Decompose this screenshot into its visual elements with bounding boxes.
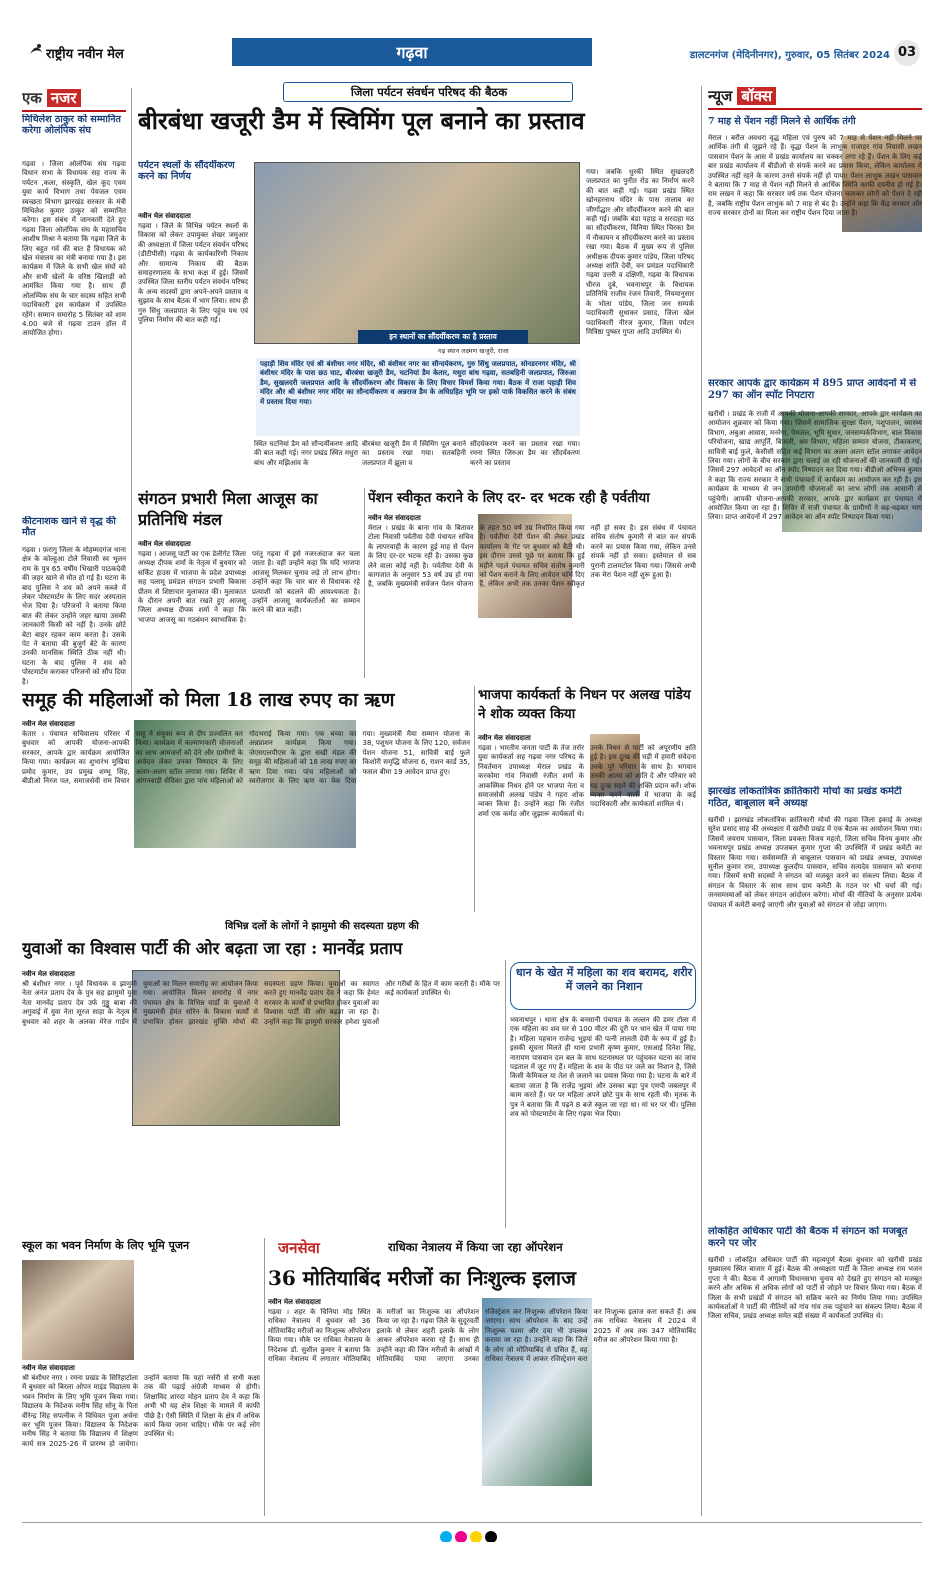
divider bbox=[708, 108, 922, 110]
divider bbox=[364, 488, 365, 678]
b2-body: खरौंधी । प्रखंड के राजी में आपकी योजना-आपकी सरकार, आपके द्वार कार्यक्रम का आयोजन शुक्रवार को किया गया। जिसमें सामाजिक सुरक्षा पेंशन, पशुपालन, स्वास्थ्य विभाग, अबुआ आवास, मनरेगा, पेयजल, भूमि सुधार, जनसम्पर्कविभाग, बाल विकास परियोजना, खाद्य आपूर्ति, बिजली, श्रम विभाग, महिला सम्मान योजना, टीकाकरण, सावित्री बाई फुले, केसीसी सहित कई विभाग का अलग अलग स्टॉल लगाकर आवेदन लिया गया। लोगों के बीच सरकार द्वारा चलाई जा रही योजनाओं की जानकारी दी गई। जिसमें 297 आवेदनों का ऑन स्पॉट निष्पादन कर दिया गया। बीडीओ अभिनव कुमार ने कहा कि राज्य सरकार ने सभी पंचायतों में कार्यक्रम का आयोजन कर रही है। इस कार्यक्रम के माध्यम से जन उपयोगी योजनाओं का लाभ लोगों तक आसानी से पहुंचेगी। आपकी योजना-आपकी सरकार, आपके द्वार कार्यक्रम हर पंचायत में आयोजित किया जा रहा है। शिविर में राजी पंचायत के ग्रामीणों ने बढ़-चढ़कर भाग लिया। प्राप्त आवेदनों में 297 आवेदन का ऑन स्पॉट निष्पादन किया गया। bbox=[708, 410, 922, 522]
pension-headline: पेंशन स्वीकृत कराने के लिए दर- दर भटक रही है पर्वतीया bbox=[368, 490, 650, 506]
lead-body-1: गढ़वा । जिले के विभिन्न पर्यटन स्थलों के विकास को लेकर उपायुक्त शेखर जमुआर की अध्यक्षता में जिला पर्यटन संवर्धन परिषद (डीटीपीसी) गढ़वा के कार्यकारिणी निकाय और सामान्य निकाय की बैठक समाहरणालय के सभा कक्ष में हुई। जिसमें उपस्थित जिला स्तरीय पर्यटन संवर्धन परिषद के अन्य सदस्यों द्वारा अपने-अपने प्रस्ताव व सुझाव के साथ बैठक में भाग लिया। साथ ही गुरु सिंधु जलप्रपात के लिए पहुंच पथ एवं पुलिया निर्माण की बात कही गई। bbox=[138, 222, 248, 325]
lead-headline: बीरबंधा खजूरी डैम में स्विमिंग पूल बनाने का प्रस्ताव bbox=[138, 106, 585, 135]
lead-body-3: बीरबंधा खजूरी डैम में स्विमिंग पूल बनाने का प्रस्ताव रखा गया। सतबहिनी जलप्रपात में झूला व bbox=[362, 440, 466, 467]
jmm-body: श्री बंशीधर नगर । पूर्व विधायक व झामुमो नेता अनंत प्रताप देव के पुत्र सह झामुमो युवा नेता मानवेंद्र प्रताप देव उर्फ गुड्डू बाबा की अगुवाई में युवा नेता सूरज साहा के नेतृत्व में बुधवार को शहर के अलका मेरेज गार्डन में युवाओं का मिलन समारोह का आयोजन किया गया। आयोजित मिलन समारोह में नगर पंचायत क्षेत्र के विभिन्न वार्डों के युवाओं ने मुख्यमंत्री हेमंत सोरेन के विकास कार्यों से प्रभावित होकर झारखंड मुक्ति मोर्चा की सदस्यता ग्रहण किया। युवाओं का स्वागत करते हुए मानवेंद्र प्रताप देव ने कहा कि हेमंत सरकार के कार्यों से प्रभावित होकर युवाओं का विश्वास पार्टी की ओर बढ़ता जा रहा है। उन्होंने कहा कि झामुमो सरकार हमेशा युवाओं और गरीबों के हित में काम करती है। मौके पर कई कार्यकर्ता उपस्थित थे। bbox=[22, 980, 500, 1026]
story-bjp bbox=[478, 686, 696, 912]
news-box-column bbox=[708, 86, 922, 1516]
b1-body: मेराल । बरौल अवधरा वृद्ध महिला एवं पुरुष को 7 माह से पेंशन नहीं मिलने पर आर्थिक तंगी से जूझने रहे हैं। वृद्धा पेंशन के लाभुक राजाहर गांव निवासी लखन पासवान पेंशन के आस में प्रखंड कार्यालय का चक्कर लगा रहे हैं। पेंशन के लिए कई बार प्रखंड कार्यालय में बीडीओ से संपर्क करने का प्रयास किया, लेकिन कार्यालय में उपस्थित नहीं रहने के कारण उनसे संपर्क नहीं हो पाया। पेंशन लाभुक लखन पासवान ने बताया कि 7 माह से पेंशन नहीं मिलने से आर्थिक स्थिति काफी दयनीय हो गई है। राम लखन ने कहा कि सरकार वर्ष तक पेंशन योजना चलाकर लोगों को पेंशन दे रही है, जबकि राष्ट्रीय पेंशन लाभुक को 7 माह से बंद है। उन्होंने कहा कि केंद्र सरकार और राज्य सरकार दोनों का मिला कर राष्ट्रीय पेंशन दिया जाता है। bbox=[708, 134, 922, 218]
lead-photo-caption-bar bbox=[358, 330, 528, 344]
pension-byline: नवीन मेल संवाददाता bbox=[368, 514, 421, 522]
divider bbox=[22, 110, 126, 112]
b4-body: खरौंधी । लोकहित अधिकार पार्टी की महत्वपूर्ण बैठक बुधवार को खरौंधी प्रखंड मुख्यालय स्थित बाजार में हुई। बैठक की अध्यक्षता पार्टी के जिला अध्यक्ष राम भजन गुप्ता ने की। बैठक में आगामी विधानसभा चुनाव को देखते हुए संगठन को मजबूत करने और अधिक से अधिक लोगों को पार्टी से जोड़ने पर विचार किया गया। बैठक में जिला के सभी प्रखंडों में संगठन को सक्रिय करने का निर्णय लिया गया। उपस्थित कार्यकर्ताओं ने पार्टी की नीतियों को गांव गांव तक पहुंचाने का संकल्प लिया। बैठक में जिला सचिव, प्रखंड अध्यक्ष समेत बड़ी संख्या में कार्यकर्ता उपस्थित थे। bbox=[708, 1256, 922, 1321]
divider bbox=[264, 1238, 265, 1516]
body-body: भवनाथपुर । थाना क्षेत्र के बनसानी पंचायत के लल्लन की डमर टोला में एक महिला का शव घर से 100 मीटर की दूरी पर धान खेत में पाया गया है। महिला पहचान राजेन्द्र भुइयां की पत्नी लालती देवी के रूप में हुई है। इसकी सूचना मिलते ही थाना प्रभारी कृष्ण कुमार, एसआई दिनेश सिंह, नारायण पासवान दल बल के साथ घटनास्थल पर पहुंचकर घटना का जांच पड़ताल में जुट गए हैं। महिला के शव के पीठ पर जले का निशान है, जिसे किसी केमिकल या तेल से जलाने का प्रयास किया गया है। घटना के बारे में बताया जाता है कि राजेंद्र भुइयां और उसका बड़ा पुत्र एमपी जबलपुर में काम करते हैं। घर पर महिला अपने छोटे पुत्र के साथ रहती थी। मृतक के पुत्र ने बताया कि मैं पढ़ने 8 बजे स्कूल जा रहा था। मां घर पर थी। पुलिस शव को पोस्टमार्टम के लिए गढ़वा भेज दिया। bbox=[510, 1016, 696, 1119]
sangathan-body: गढ़वा । आजसू पार्टी का एक डेलीगेट जिला अध्यक्ष दीपक शर्मा के नेतृत्व में बुधवार को सर्किट हाउस में भाजपा के प्रदेश उपाध्यक्ष सह पलामू प्रमंडल संगठन प्रभारी बिकास प्रीतम से शिष्टाचार मुलाकात की। मुलाकात के दौरान अपनी बात रखते हुए आजसू जिला अध्यक्ष दीपक शर्मा ने कहा कि भाजपा आजसू का गठबंधन स्वाभाविक है। परंतु गढ़वा में इसे नजरअंदाज कर चला जाता है। वहीं उन्होंने कहा कि यदि भाजपा आजसू मिलकर चुनाव लड़े तो लाभ होगा। उन्होंने कहा कि चार बार से विधायक रहे प्रत्याशी को बदलने की आवश्यकता है। उन्होंने आजसू कार्यकर्ताओं का सम्मान करने की बात कही। bbox=[138, 550, 360, 624]
loan-body: केतार । पंचायत सचिवालय परिसर में बुधवार को आपकी योजना-आपकी सरकार, आपके द्वार कार्यक्रम आयोजित किया गया। कार्यक्रम का शुभारंभ मुखिया प्रमोद कुमार, उप प्रमुख शम्भू सिंह, बीडीओ निरज पल, समाजसेवी राम विचार साहू ने संयुक्त रूप से दीप प्रज्वलित कर किया। कार्यक्रम में कल्याणकारी योजनाओं का लाभ आमजनों को देने और ग्रामीणों के आवेदन लेकर उनका निष्पादन के लिए अलग-अलग स्टॉल लगाया गया। शिविर में आंगनबाड़ी सेविका द्वारा पांच महिलाओं को गोदभराई किया गया। एक बच्चा का अन्नप्राशन कार्यक्रम किया गया। जेएसएलपीएस के द्वारा सखी मंडल की समूह की महिलाओं को 18 लाख रुपए का ऋण दिया गया। पांच महिलाओं को स्वरोजगार के लिए ऋण का चेक दिया गया। मुख्यमंत्री मैया सम्मान योजना के 38, पशुधन योजना के लिए 120, सर्वजन पेंशन योजना 51, सावित्री बाई फुले किशोरी समृद्धि योजना 6, राशन कार्ड 35, फसल बीमा 19 आवेदन प्राप्त हुए। bbox=[22, 730, 470, 786]
jmm-kicker: विभिन्न दलों के लोगों ने झामुमो की सदस्यता ग्रहण की bbox=[225, 921, 419, 932]
loan-byline: नवीन मेल संवाददाता bbox=[22, 720, 75, 728]
sangathan-headline: संगठन प्रभारी मिला आजूस का प्रतिनिधि मंडल bbox=[138, 489, 318, 529]
s2-body: गढ़वा । फ़रागु जिला के मोहम्मदगंज थाना क्षेत्र के कोल्हुआ टोले निवासी स्व भूलन राम के पुत्र 65 वर्षीय भिखारी पाठकदेवी की जहर खाने से मौत हो गई है। घटना के बाद पुलिस ने शव को अपने कब्जे में लेकर पोस्टमार्टम के लिए सदर अस्पताल भेज दिया है। परिजनों ने बताया किया बात की लेकर उन्होंने जहर खाया उसकी जानकारी किसी को नहीं है। उनके छोटे बेटा बाहर रहकर काम करता है। उसके पेट ने बताया की बुजुर्ग बेटे के कारण उनकी मानसिक स्थिति ठीक नहीं थी। घटना के बाद पुलिस ने शव को पोस्टमार्टम कराकर परिजनों को सौंप दिया है। bbox=[22, 546, 126, 686]
school-body: श्री बंशीधर नगर । रमना प्रखंड के सिरिंहाटोला में बुधवार को बिरला ओपन माइंड विद्यालय के भवन निर्माण के लिए भूमि पूजन किया गया। विद्यालय के निदेशक मनीष सिंह सोनू के पिता वीरेन्द्र सिंह सपत्नीक ने विधिवत पूजा अर्चना कर भूमि पूजन किया। विद्यालय के निदेशक मनीष सिंह ने बताया कि विद्यालय में शिक्षण कार्य सत्र 2025-26 में प्रारम्भ हो जायेगा। उन्होंने बताया कि यहां नर्सरी से सभी कक्षा तक की पढ़ाई अंग्रेजी माध्यम से होगी। शिक्षाविद शारदा मोहन प्रताप देव ने कहा कि अभी भी यह क्षेत्र शिक्षा के मामले में काफी पीछे है। ऐसी स्थिति में शिक्षा के क्षेत्र में अधिक कार्य किया जाना चाहिए। मौके पर कई लोग उपस्थित थे। bbox=[22, 1374, 260, 1448]
school-byline: नवीन मेल संवाददाता bbox=[22, 1364, 75, 1372]
section-banner bbox=[232, 38, 592, 66]
section-title: गढ़वा bbox=[396, 43, 428, 62]
bjp-headline: भाजपा कार्यकर्ता के निधन पर अलख पांडेय ने शोक व्यक्त किया bbox=[478, 687, 691, 722]
s1-title: मिथिलेश ठाकुर को सम्मानित करेगा ओलंपिक संघ bbox=[22, 114, 121, 136]
body-headline: धान के खेत में महिला का शव बरामद, शरीर में जलने का निशान bbox=[515, 966, 693, 993]
bjp-byline: नवीन मेल संवाददाता bbox=[478, 734, 531, 742]
b2-title: सरकार आपके द्वार कार्यक्रम में 895 प्राप्त आवेदनों में से 297 का ऑन स्पॉट निपटारा bbox=[708, 378, 917, 401]
body-headline-box bbox=[510, 962, 696, 1010]
lead-subhead: पर्यटन स्थलों के सौंदर्यीकरण करने का निर्णय bbox=[138, 160, 235, 182]
lead-kicker: जिला पर्यटन संवर्धन परिषद की बैठक bbox=[350, 85, 508, 99]
print-registration-bar bbox=[440, 1528, 520, 1542]
brand-name: राष्ट्रीय नवीन मेल bbox=[46, 47, 124, 62]
lead-story bbox=[138, 82, 694, 542]
news-box-label bbox=[708, 86, 922, 108]
lead-photo-caption: इन स्थानों का सौंदर्यीकरण का है प्रस्ताव bbox=[389, 332, 497, 341]
divider bbox=[131, 88, 132, 700]
s1-body: गढ़वा । जिला ओलंपिक संघ गढ़वा विधान सभा के विधायक सह राज्य के पर्यटन ,कला, संस्कृति, खेल कूद एवम युवा कार्य विभाग तथा पेयजल एवम स्वच्छता विभाग झारखंड सरकार के मंत्री मिथिलेश कुमार ठाकुर को सम्मानित करेगा। इस संबंध में जानकारी देते हुए गढ़वा जिला ओलंपिक संघ के महासचिव आशीष मिश्रा ने बताया कि गढ़वा जिले के लिए बहुत गर्व की बात है विधायक को खेल मंत्रालय का मंत्री बनाया गया है। इस कार्यक्रम में जिले के सभी खेल संघों को और सभी खेलों के वरिष्ठ खिलाड़ी को आमंत्रित किया गया है। साथ ही ओलम्पिक संघ के चार सदस्य सहित सभी पदाधिकारी इस कार्यक्रम में उपस्थित रहेंगे। सम्मान समारोह 5 सितंबर को शाम 4.00 बजे से गढ़वा टाउन हॉल में आयोजित होगा। bbox=[22, 160, 126, 338]
lead-highlight: पहाड़ी शिव मंदिर एवं श्री बंशीधर नगर मंदिर, श्री बंशीधर नगर का सौन्दर्यकरण, गुरु सिंधु जलप्रपात, सोनडरनगर मंदिर, श्री बंशीधर मंदिर के पास छठ घाट, बीरबंधा खजूरी डैम, चटनियां डैम केतार, मधुरा बांध गढ़वा, सतबहिनी जलप्रपात, जिरुआ डैम, सुखलदरी जलप्रपात आदि के सौंदर्यीकरण और विकास के लिए विचार विमर्श किया गया। बैठक में राजा पहाड़ी शिव मंदिर और श्री बंशीधर नगर मंदिर का सौन्दर्यीकरण व अन्नराज डैम के अधिग्रहित भूमि पर इको पार्क विकसित करने के संबंध में प्रस्ताव दिया गया। bbox=[260, 360, 576, 406]
dateline: डालटनगंज (मेदिनीनगर), गुरुवार, 05 सितंबर 2024 bbox=[689, 50, 890, 61]
story-school bbox=[22, 1238, 260, 1518]
cyan-dot-icon bbox=[440, 1531, 452, 1542]
eye-body: गढ़वा । शहर के चिनिया मोड़ स्थित राधिका नेत्रालय में बुधवार को 36 मोतियाबिंद मरीजों का निःशुल्क ऑपरेशन किया गया। मौके पर राधिका नेत्रालय के निदेशक डॉ. सुशील कुमार ने बताया कि राधिका नेत्रालय में लगातार मोतियाबिंद के मरीजों का निःशुल्क का ऑपरेशन किया जा रहा है। गढ़वा जिले के सुदूरवर्ती इलाके से लेकर शहरी इलाके के लोग आकर ऑपरेशन करवा रहे हैं। साथ ही उन्होंने कहा की जिन मरीजों के आंखों में मोतियाबिंद पाया जाएगा उनका रजिस्ट्रेशन कर निःशुल्क ऑपरेशन किया जाएगा। साथ ऑपरेशन के बाद उन्हें निःशुल्क चश्मा और दवा भी उपलब्ध कराया जा रहा है। उन्होंने कहा कि जिले के लोग जो मोतियाबिंद से ग्रसित हैं, वह राधिका नेत्रालय में आकर रजिस्ट्रेशन करा कर निःशुल्क इलाज करा सकते हैं। अब तक राधिका नेत्रालय में 2024 में 2025 में अब तक 347 मोतियाबिंद मरीज का ऑपरेशन किया गया है। bbox=[268, 1308, 696, 1364]
ek-nazar-label bbox=[22, 88, 126, 108]
eye-headline: 36 मोतियाबिंद मरीजों का निःशुल्क इलाज bbox=[268, 1266, 576, 1290]
b3-title: झारखंड लोकतांत्रिक क्रांतिकारी मोर्चा का प्रखंड कमेटी गठित, बाबूलाल बने अध्यक्ष bbox=[708, 786, 902, 809]
bottom-rule bbox=[22, 1522, 922, 1523]
pension-body: मेराल । प्रखंड के बाना गांव के बितावर टोला निवासी पर्वतीया देवी पंचायत सचिव के लापरवाही के कारण हुई माह से पेंशन के लिए दर-दर भटक रही है। उसका कुछ लेने वाला कोई नहीं है। पर्वतीया देवी के कागजात के अनुसार 53 वर्ष उम्र हो गया है, जबकि मुख्यमंत्री सर्वजन पेंशन योजना के तहत 50 वर्ष उम्र निर्धारित किया गया है। पर्वतीया देवी पेंशन की लेकर प्रखंड कार्यालय के गेट पर बुधवार को बैठी थी। इस दौरान उससे पूछे पर बताया कि हुई महीने पहले पंचायत सचिव संतोष कुमारी को पेंशन कराने के लिए आवेदन फॉर्म दिए हैं, लेकिन अभी तक उनका पेंशन स्वीकृत नहीं हो सका है। इस संबंध में पंचायत सचिव संतोष कुमारी से बात कर संपर्क करने का प्रयास किया गया, लेकिन उनसे संपर्क नहीं हो सका। इस्तेमाल से सब पुरानी टालमटोल किया गया। जिससे अभी तक मेरा पेंशन नहीं शुरू हुआ है। bbox=[368, 524, 696, 589]
divider bbox=[505, 960, 506, 1228]
puja-photo bbox=[22, 1260, 134, 1360]
divider bbox=[474, 686, 475, 912]
loan-headline: समूह की महिलाओं को मिला 18 लाख रुपए का ऋण bbox=[22, 689, 395, 711]
sangathan-byline: नवीन मेल संवाददाता bbox=[138, 540, 191, 548]
story-jmm bbox=[22, 918, 500, 1230]
jmm-headline: युवाओं का विश्वास पार्टी की ओर बढ़ता जा रहा : मानवेंद्र प्रताप bbox=[22, 939, 403, 958]
lead-body-5: गया। जबकि धुरकी स्थित सुखलदरी जलप्रपात का पुनीत रोड का निर्माण करने की बात कही गई। गढ़वा प्रखंड स्थित खोनहरनाथ मंदिर के पास तालाब का जीर्णोद्धार और सौंदर्यीकरण करने की बात कही गई। जबकि बंडा पहाड़ व सरदाहा मठ का सौंदर्यीकरण, चिनिया स्थित चिरका डैम में नौकायन व सौंदर्यीकरण करने का प्रस्ताव रखा गया। बैठक में मुख्य रूप से पुलिस अधीक्षक दीपक कुमार पांडेय, जिला परिषद अध्यक्ष शांति देवी, वन प्रमंडल पदाधिकारी गढ़वा उत्तरी व दक्षिणी, गढ़वा के विधायक धीरज दुबे, भवनाथपुर के विधायक प्रतिनिधि राजीव रंजन तिवारी, नियमानुसार के भोला पांडेय, जिला जन सम्पर्क पदाधिकारी सुधाकर प्रसाद, जिला खेल पदाधिकारी नीरज कुमार, जिला पर्यटन मित्रिष्ठा पुष्कर गुप्ता आदि उपस्थित थे। bbox=[586, 168, 694, 336]
school-headline: स्कूल का भवन निर्माण के लिए भूमि पूजन bbox=[22, 1239, 190, 1252]
yellow-dot-icon bbox=[470, 1531, 482, 1542]
brand-logo-icon bbox=[28, 42, 44, 58]
eye-kicker: राधिका नेत्रालय में किया जा रहा ऑपरेशन bbox=[388, 1240, 563, 1254]
b4-title: लोकहित अधिकार पार्टी की बैठक में संगठन को मजबूत करने पर जोर bbox=[708, 1226, 908, 1249]
s2-title: कीटनाशक खाने से वृद्ध की मौत bbox=[22, 516, 116, 538]
eye-byline: नवीन मेल संवाददाता bbox=[268, 1298, 321, 1306]
story-loan bbox=[22, 686, 470, 912]
story-pension bbox=[368, 488, 696, 680]
box-label: बॉक्स bbox=[737, 87, 776, 105]
page-number: 03 bbox=[894, 40, 920, 66]
page-header bbox=[22, 38, 922, 72]
black-dot-icon bbox=[485, 1531, 497, 1542]
lead-photo-credit: गढ़ स्थान लक्ष्मण खजूरी, राजा bbox=[438, 347, 509, 355]
nazar-label: नजर bbox=[47, 89, 81, 107]
story-eye bbox=[268, 1238, 696, 1518]
news-label: न्यूज bbox=[708, 87, 733, 105]
magenta-dot-icon bbox=[455, 1531, 467, 1542]
lead-body-4: सौंदर्यकरण करने का प्रस्ताव रखा गया। रमना स्थित जिरुआ डैम का सौंदर्यकरण करने का प्रस्ताव bbox=[470, 440, 580, 467]
bjp-body: गढ़वा । भारतीय जनता पार्टी के तेज तर्रार युवा कार्यकर्ता सह गढ़वा नगर परिषद के निवर्तमान उपाध्यक्ष मेराल प्रखंड के करकोमा गांव निवासी रंजीत शर्मा के आकस्मिक निधन होने पर भाजपा नेता व समाजसेवी अलख पांडेय ने गहरा शोक व्यक्त किया है। उन्होंने कहा कि रंजीत शर्मा एक कर्मठ और जुझारू कार्यकर्ता थे। उनके निधन से पार्टी को अपूरणीय क्षति हुई है। इस दुःख की घड़ी में हमारी संवेदना उनके पूरे परिवार के साथ है। भगवान उनकी आत्मा को शांति दे और परिवार को यह दुःख सहने की शक्ति प्रदान करें। शोक व्यक्त करने वालों में भाजपा के कई पदाधिकारी और कार्यकर्ता शामिल थे। bbox=[478, 744, 696, 818]
meeting-photo bbox=[254, 162, 580, 344]
jmm-byline: नवीन मेल संवाददाता bbox=[22, 970, 75, 978]
b3-body: खरौंधी । झारखंड लोकतांत्रिक क्रांतिकारी मोर्चा की गढ़वा जिला इकाई के अध्यक्ष सुरेश प्रसाद साह की अध्यक्षता में खरौंधी प्रखंड में एक बैठक का आयोजन किया गया। जिसमें जयराम पासवान, जिला प्रवक्ता विजय महतो, जिला सचिव विनय कुमार और भवनाथपुर प्रखंड अध्यक्ष उपजबल कुमार गुप्ता की उपस्थिति में प्रखंड कमेटी का विस्तार किया गया। सर्वसम्मति से बाबूलाल पासवान को प्रखंड अध्यक्ष, उपाध्यक्ष सुनील कुमार राम, उपाध्यक्ष कुलदीप पासवान, सचिव सत्यदेव पासवान को बनाया गया। जिसमें सभी सदस्यों ने संगठन को मजबूत करने का संकल्प लिया। बैठक में संगठन के विस्तार के साथ साथ ग्राम कमेटी के गठन पर भी चर्चा की गई। जनसमस्याओं को लेकर संगठन आंदोलन करेगा। मोर्चा की नीतियों के अनुसार प्रत्येक पंचायत में कमेटी बनाई जाएगी और युवाओं को संगठन से जोड़ा जाएगा। bbox=[708, 816, 922, 909]
lead-highlight-box bbox=[256, 358, 580, 436]
lead-kicker-box bbox=[283, 82, 573, 102]
divider bbox=[701, 86, 702, 1516]
story-body-found bbox=[510, 962, 696, 1224]
lead-byline: नवीन मेल संवाददाता bbox=[138, 212, 191, 220]
lead-body-2: स्थित चटनियां डैम को सौन्दर्यीकरण आदि की बात कही गई। नगर प्रखंड स्थित मधुरा बांध और मझिआंव के bbox=[254, 440, 358, 467]
eye-tag: जनसेवा bbox=[278, 1239, 320, 1257]
b1-title: 7 माह से पेंशन नहीं मिलने से आर्थिक तंगी bbox=[708, 116, 856, 127]
ek-label: एक bbox=[22, 89, 42, 107]
story-sangathan bbox=[138, 488, 360, 680]
